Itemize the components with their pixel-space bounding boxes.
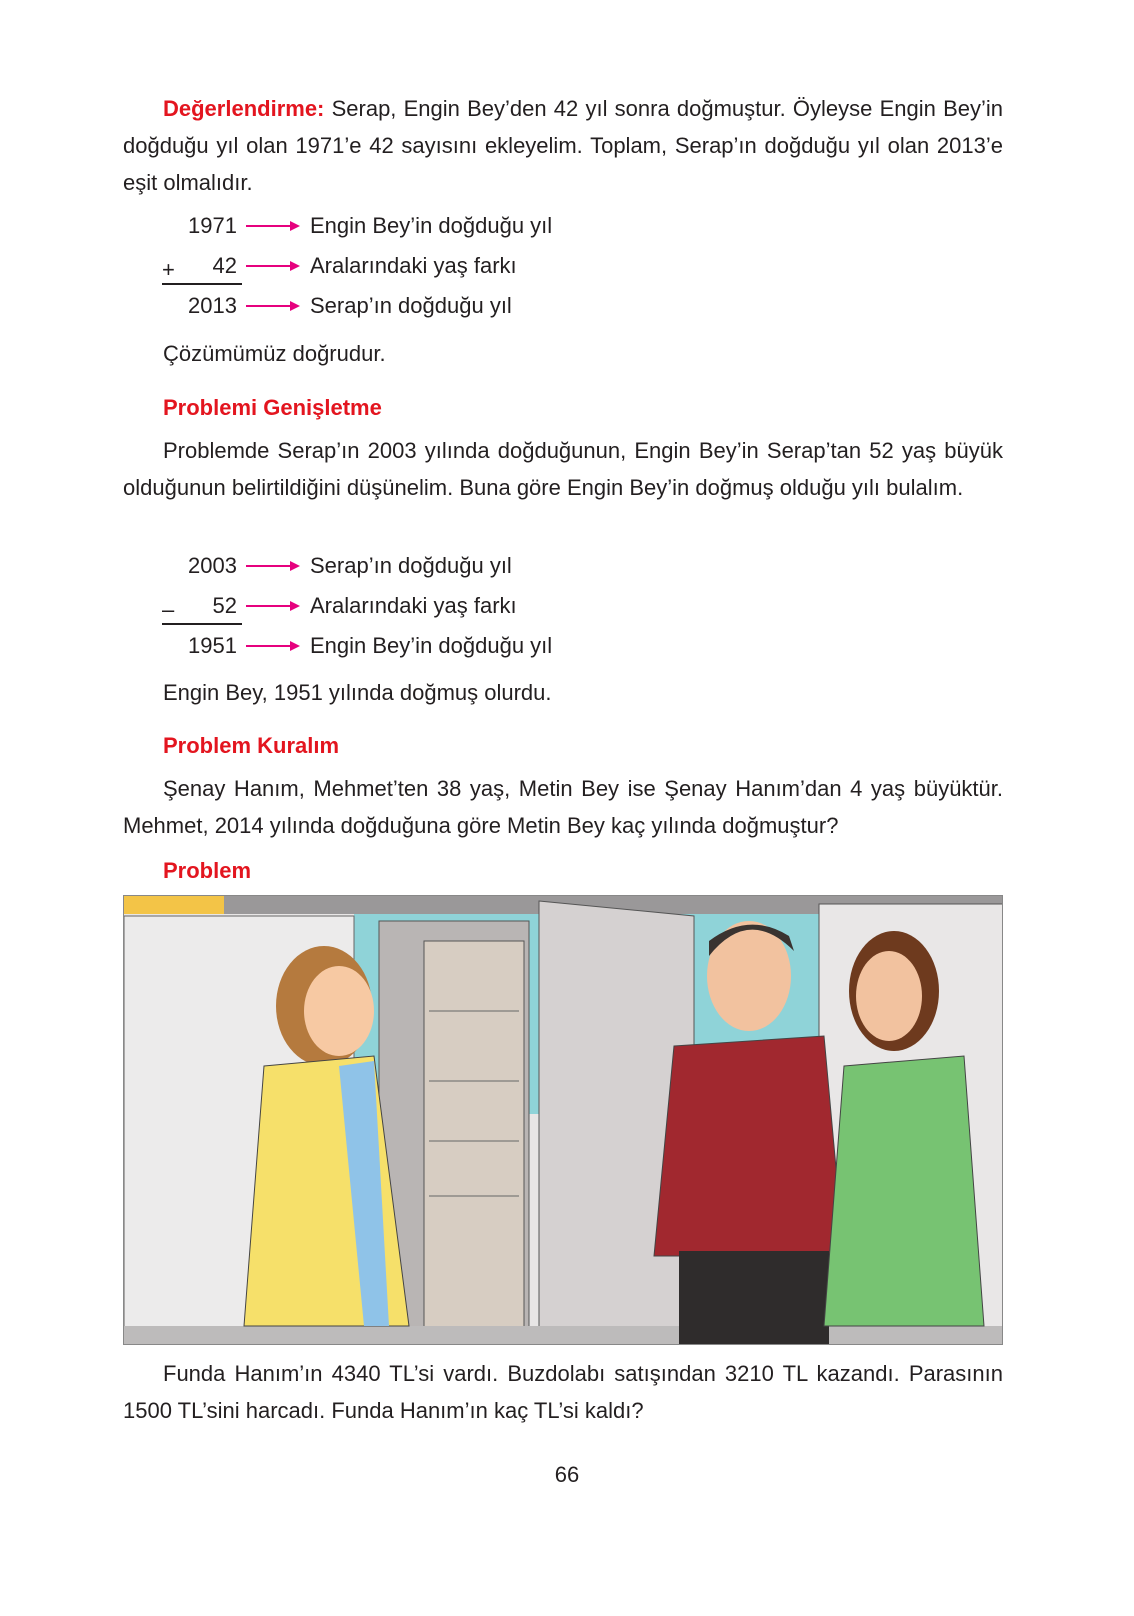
- sum-line: [162, 283, 242, 285]
- extend-paragraph: [123, 432, 1003, 506]
- calc-number: 2003: [188, 553, 237, 578]
- calc-label: Engin Bey’in doğduğu yıl: [310, 633, 553, 658]
- evaluation-label: Değerlendirme:: [163, 96, 325, 121]
- calc-label: Engin Bey’in doğduğu yıl: [310, 213, 553, 238]
- calc1-row: [160, 293, 660, 323]
- operator: +: [162, 257, 175, 282]
- difference-line: [162, 623, 242, 625]
- page-number: 66: [554, 1462, 580, 1487]
- build-paragraph: [123, 770, 1003, 844]
- extend-text: Problemde Serap’ın 2003 yılında doğduğunun, Engin Bey’in Serap’tan 52 yaş büyük olduğunun belirtildiğini düşünelim. Buna göre Engin Bey’in doğmuş olduğu yılı bulalım.: [123, 438, 1003, 500]
- calc-number: 52: [212, 593, 237, 618]
- arrow-icon: [246, 225, 298, 227]
- section-heading: Problemi Genişletme: [163, 395, 382, 420]
- section-heading: Problem Kuralım: [163, 733, 340, 758]
- evaluation-text: Serap, Engin Bey’den 42 yıl sonra doğmuştur. Öyleyse Engin Bey’in doğduğu yıl olan 1971’e 42 sayısını ekleyelim. Toplam, Serap’ın doğduğu yıl olan 2013’e eşit olmalıdır.: [123, 96, 1003, 195]
- arrow-icon: [246, 265, 298, 267]
- operator: –: [162, 597, 175, 622]
- arrow-icon: [246, 305, 298, 307]
- calc-label: Aralarındaki yaş farkı: [310, 593, 517, 618]
- section-heading: Problem: [163, 858, 252, 883]
- store-scene-image: [124, 896, 1003, 1345]
- arrow-icon: [246, 565, 298, 567]
- build-text: Şenay Hanım, Mehmet’ten 38 yaş, Metin Bey ise Şenay Hanım’dan 4 yaş büyüktür. Mehmet, 2014 yılında doğduğuna göre Metin Bey kaç yılında doğmuştur?: [123, 776, 1003, 838]
- calc-number: 2013: [188, 293, 237, 318]
- arrow-icon: [246, 645, 298, 647]
- problem-text: Funda Hanım’ın 4340 TL’si vardı. Buzdolabı satışından 3210 TL kazandı. Parasının 1500 TL’sini harcadı. Funda Hanım’ın kaç TL’si kaldı?: [123, 1361, 1003, 1423]
- calc1-row: [160, 213, 660, 243]
- conclusion: Çözümümüz doğrudur.: [163, 341, 386, 366]
- calc-label: Aralarındaki yaş farkı: [310, 253, 517, 278]
- problem-paragraph: [123, 1355, 1003, 1429]
- calc-number: 42: [212, 253, 237, 278]
- calc2-row: [160, 553, 660, 583]
- calc-number: 1971: [188, 213, 237, 238]
- calc2-row: [160, 633, 660, 663]
- evaluation-paragraph: [123, 90, 1003, 201]
- calc-label: Serap’ın doğduğu yıl: [310, 293, 512, 318]
- illustration-fridge-store: [123, 895, 1003, 1345]
- calc-label: Serap’ın doğduğu yıl: [310, 553, 512, 578]
- calc1-row: [160, 253, 660, 283]
- calc-number: 1951: [188, 633, 237, 658]
- calc2-row: [160, 593, 660, 623]
- arrow-icon: [246, 605, 298, 607]
- conclusion: Engin Bey, 1951 yılında doğmuş olurdu.: [163, 680, 552, 705]
